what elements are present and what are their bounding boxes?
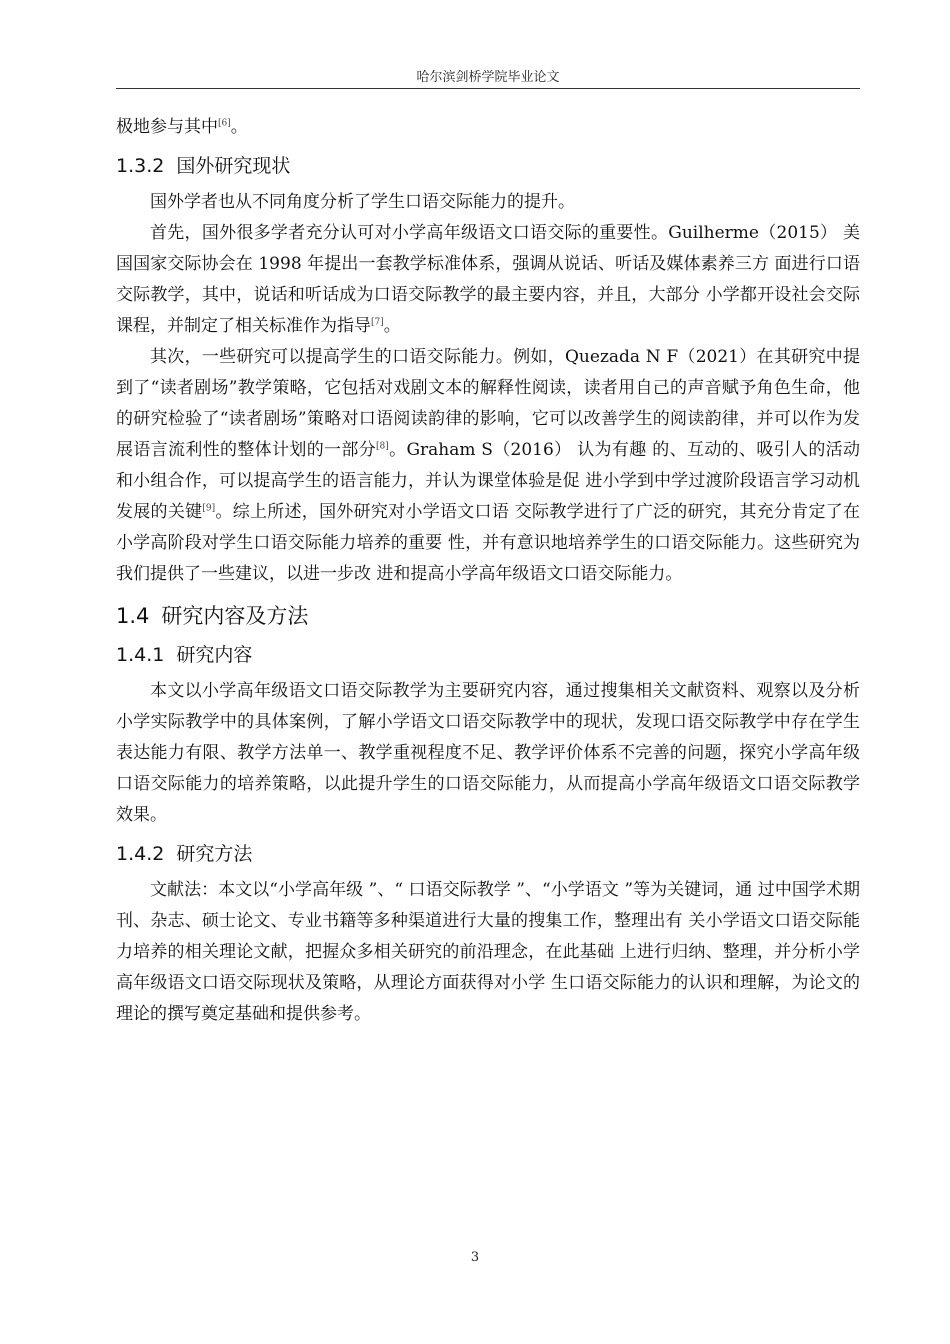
- page-number: 3: [470, 1250, 480, 1265]
- paragraph-text: 。Graham S（2016） 认为有趣 的、互动的、吸引人的活动和小组合作，可以提高学生的语言能力，并认为课堂体验是促 进小学到中学过渡阶段语言学习动机发展的关键: [116, 440, 860, 522]
- paragraph: [116, 218, 860, 342]
- paragraph-tail: 。: [383, 316, 401, 336]
- page-body: [116, 112, 860, 1030]
- section-title: 研究内容: [176, 644, 253, 666]
- section-title: 研究方法: [176, 843, 253, 865]
- paragraph: 国外学者也从不同角度分析了学生口语交际能力的提升。: [150, 192, 575, 212]
- section-number: 1.3.2: [116, 155, 165, 177]
- section-heading-1-4: [116, 600, 860, 632]
- running-header: 哈尔滨剑桥学院毕业论文: [416, 70, 560, 85]
- section-title: 国外研究现状: [176, 155, 291, 177]
- paragraph: 文献法：本文以“小学高年级 ”、“ 口语交际教学 ”、“小学语文 ”等为关键词，通 过中国学术期刊、杂志、硕士论文、专业书籍等多种渠道进行大量的搜集工作，整理出有 关小学语文口语交际能力培养的相关理论文献，把握众多相关研究的前沿理念，在此基础 上进行归纳、整理，并分析小学高年级语文口语交际现状及策略，从理论方面获得对小学 生口语交际能力的认识和理解，为论文的理论的撰写奠定基础和提供参考。: [116, 880, 860, 1024]
- header-rule: [116, 88, 860, 89]
- paragraph-continued: [116, 112, 860, 143]
- citation-6: [6]: [218, 118, 231, 129]
- citation-8: [8]: [376, 441, 389, 452]
- citation-7: [7]: [371, 317, 384, 328]
- section-number: 1.4: [116, 604, 150, 628]
- paragraph-text: 。综上所述，国外研究对小学语文口语 交际教学进行了广泛的研究，其充分肯定了在小学高阶段对学生口语交际能力培养的重要 性，并有意识地培养学生的口语交际能力。这些研究为我们提供了一些建议，以进一步改 进和提高小学高年级语文口语交际能力。: [116, 502, 861, 584]
- section-number: 1.4.2: [116, 843, 165, 865]
- paragraph-text: 极地参与其中: [116, 117, 218, 137]
- paragraph-tail: 。: [230, 117, 248, 137]
- paragraph-text: 首先，国外很多学者充分认可对小学高年级语文口语交际的重要性。Guilherme（2015） 美国国家交际协会在 1998 年提出一套教学标准体系，强调从说话、听话及媒体素养三方 面进行口语交际教学，其中，说话和听话成为口语交际教学的最主要内容，并且，大部分 小学都开设社会交际课程，并制定了相关标准作为指导: [116, 223, 860, 336]
- section-number: 1.4.1: [116, 644, 165, 666]
- section-heading-1-4-1: [116, 640, 860, 670]
- section-heading-1-3-2: [116, 151, 860, 181]
- citation-9: [9]: [202, 503, 216, 514]
- section-heading-1-4-2: [116, 839, 860, 869]
- paragraph: 本文以小学高年级语文口语交际教学为主要研究内容，通过搜集相关文献资料、观察以及分析小学实际教学中的具体案例，了解小学语文口语交际教学中的现状，发现口语交际教学中存在学生表达能力有限、教学方法单一、教学重视程度不足、教学评价体系不完善的问题，探究小学高年级口语交际能力的培养策略，以此提升学生的口语交际能力，从而提高小学高年级语文口语交际教学效果。: [116, 681, 860, 825]
- section-title: 研究内容及方法: [161, 604, 309, 628]
- paragraph: [116, 342, 860, 590]
- paragraph-text: 其次，一些研究可以提高学生的口语交际能力。例如，Quezada N F（2021）在其研究中提到了“读者剧场”教学策略，它包括对戏剧文本的解释性阅读，读者用自己的声音赋予角色生命，他的研究检验了“读者剧场”策略对口语阅读韵律的影响，它可以改善学生的阅读韵律，并可以作为发展语言流利性的整体计划的一部分: [116, 347, 860, 460]
